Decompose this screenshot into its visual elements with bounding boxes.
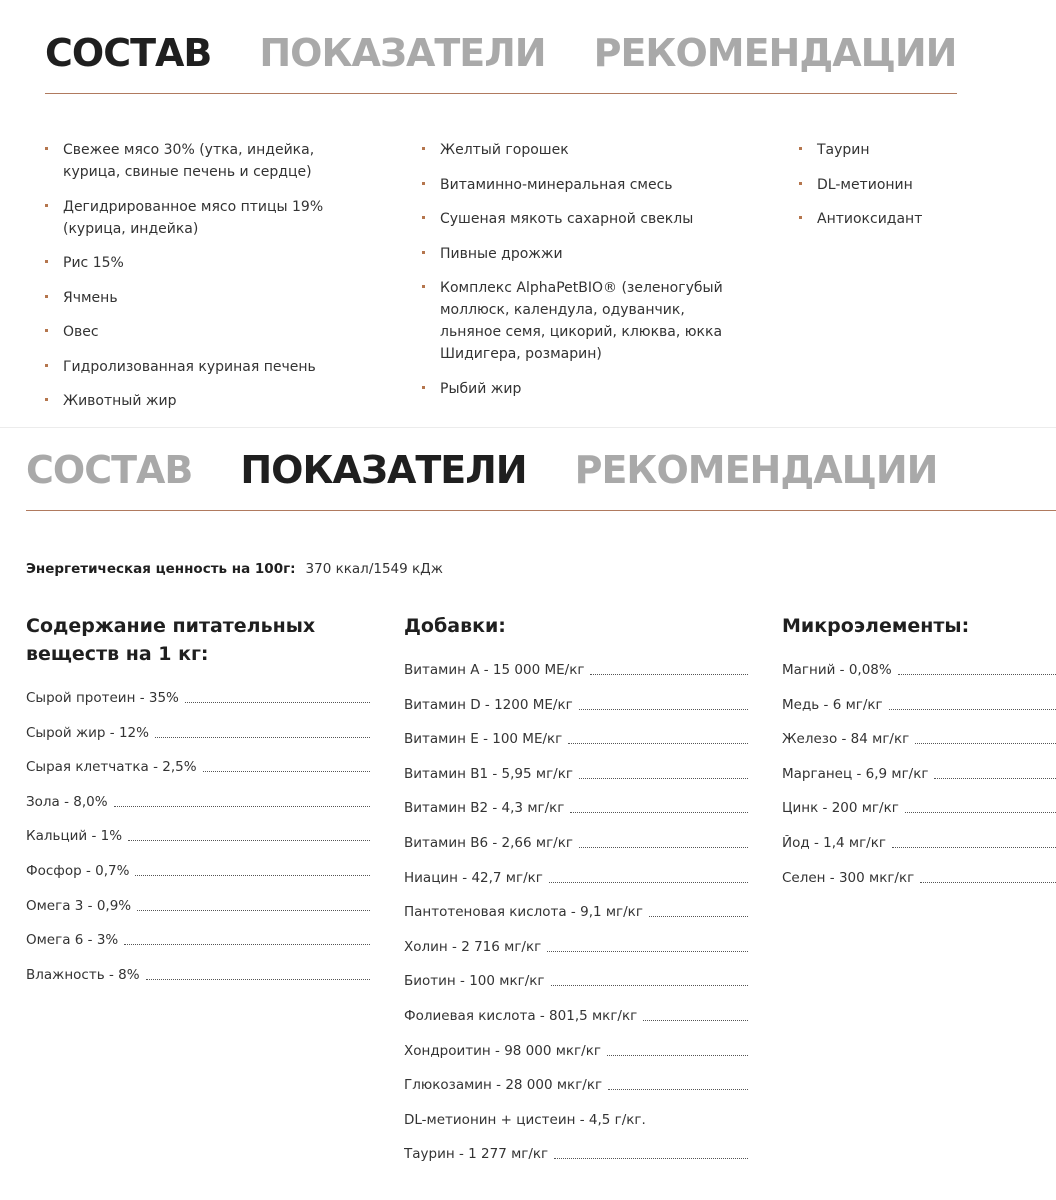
table-row (404, 939, 748, 974)
additives-list (404, 662, 748, 1181)
row-label: Сырой протеин - 35% (26, 690, 179, 706)
row-label: Железо - 84 мг/кг (782, 731, 910, 748)
row-label: Омега 3 - 0,9% (26, 897, 132, 914)
table-row (26, 725, 370, 760)
dotted-leader (128, 828, 370, 841)
nutrients-list (26, 690, 370, 1001)
table-row (26, 794, 370, 829)
table-row (404, 1112, 748, 1147)
nutrients-title: Содержание питательных веществ на 1 кг: (26, 615, 316, 665)
ingredients-column-1 (45, 139, 365, 425)
dotted-leader (898, 662, 1056, 675)
row-label: Сырой жир - 12% (26, 724, 149, 741)
dotted-leader (889, 697, 1056, 710)
dotted-leader (137, 898, 370, 911)
list-item: Комплекс AlphaPetBIO® (зеленогубый моллюск, календула, одуванчик, льняное семя, цикорий, клюква, юкка Шидигера, розмарин) (422, 277, 732, 365)
row-label: Пантотеновая кислота - 9,1 мг/кг (404, 904, 643, 921)
micro-title: Микроэлементы: (782, 615, 970, 637)
table-row (404, 731, 748, 766)
tab-pokazateli[interactable]: ПОКАЗАТЕЛИ (240, 448, 527, 492)
table-row (404, 1077, 748, 1112)
row-label: Витамин D - 1200 МЕ/кг (404, 696, 573, 713)
tab-sostav[interactable]: СОСТАВ (26, 448, 193, 492)
dotted-leader (649, 904, 748, 917)
table-row (782, 800, 1056, 835)
table-row (26, 759, 370, 794)
list-item: Дегидрированное мясо птицы 19% (курица, индейка) (45, 196, 365, 240)
tabs-bar (45, 31, 957, 75)
energy-label: Энергетическая ценность на 100г: (26, 561, 296, 577)
dotted-leader (554, 1146, 748, 1159)
dotted-leader (551, 973, 749, 986)
row-label: Кальций - 1% (26, 828, 123, 845)
row-label: Таурин - 1 277 мг/кг (404, 1146, 549, 1163)
dotted-leader (547, 939, 748, 952)
table-row (26, 898, 370, 933)
row-label: Сырая клетчатка - 2,5% (26, 759, 197, 776)
list-item: Пивные дрожжи (422, 243, 732, 265)
dotted-leader (590, 662, 748, 675)
row-label: Фосфор - 0,7% (26, 862, 130, 879)
dotted-leader (114, 794, 370, 807)
list-item: Ячмень (45, 287, 365, 309)
row-label: Глюкозамин - 28 000 мкг/кг (404, 1077, 603, 1094)
table-row (26, 863, 370, 898)
row-label: Магний - 0,08% (782, 662, 892, 678)
tab-pokazateli[interactable]: ПОКАЗАТЕЛИ (259, 31, 546, 75)
energy-value (26, 561, 443, 577)
list-item: Овес (45, 321, 365, 343)
table-row (404, 662, 748, 697)
row-label: Ниацин - 42,7 мг/кг (404, 869, 543, 886)
row-label: Витамин В6 - 2,66 мг/кг (404, 834, 573, 851)
dotted-leader (579, 835, 748, 848)
dotted-leader (608, 1077, 748, 1090)
dotted-leader (185, 690, 370, 703)
list-item: Желтый горошек (422, 139, 732, 161)
table-row (26, 828, 370, 863)
table-row (404, 800, 748, 835)
tabs-divider (26, 510, 1056, 511)
dotted-leader (920, 870, 1056, 883)
table-row (782, 835, 1056, 870)
dotted-leader (203, 759, 370, 772)
dotted-leader (892, 835, 1056, 848)
table-row (782, 697, 1056, 732)
row-label: Фолиевая кислота - 801,5 мкг/кг (404, 1007, 638, 1024)
table-row (404, 870, 748, 905)
composition-panel (0, 0, 1056, 427)
dotted-leader (934, 766, 1056, 779)
row-label: Витамин В2 - 4,3 мг/кг (404, 800, 565, 817)
table-row (782, 766, 1056, 801)
dotted-leader (607, 1043, 748, 1056)
row-label: Медь - 6 мг/кг (782, 696, 883, 713)
row-label: Селен - 300 мкг/кг (782, 869, 915, 886)
table-row (404, 904, 748, 939)
dotted-leader (568, 731, 748, 744)
row-label: Влажность - 8% (26, 966, 140, 983)
tab-sostav[interactable]: СОСТАВ (45, 31, 212, 75)
dotted-leader (579, 697, 748, 710)
table-row (26, 967, 370, 1002)
list-item: Животный жир (45, 390, 365, 412)
table-row (782, 870, 1056, 905)
table-row (26, 690, 370, 725)
list-item: DL-метионин (799, 174, 999, 196)
list-item: Свежее мясо 30% (утка, индейка, курица, свиные печень и сердце) (45, 139, 365, 183)
row-label: Зола - 8,0% (26, 793, 108, 810)
row-label: Омега 6 - 3% (26, 932, 119, 949)
table-row (404, 697, 748, 732)
row-label: Йод - 1,4 мг/кг (782, 834, 886, 851)
dotted-leader (915, 731, 1056, 744)
list-item: Антиоксидант (799, 208, 999, 230)
table-row (404, 835, 748, 870)
row-label: Марганец - 6,9 мг/кг (782, 765, 929, 782)
ingredients-column-3 (799, 139, 999, 243)
row-label: Цинк - 200 мг/кг (782, 800, 899, 817)
list-item: Гидролизованная куриная печень (45, 356, 365, 378)
table-row (404, 1008, 748, 1043)
row-label: Биотин - 100 мкг/кг (404, 973, 545, 990)
row-label: DL-метионин + цистеин - 4,5 г/кг. (404, 1111, 646, 1128)
list-item: Рыбий жир (422, 378, 732, 400)
table-row (26, 932, 370, 967)
table-row (404, 1146, 748, 1181)
dotted-leader (135, 863, 370, 876)
list-item: Витаминно-минеральная смесь (422, 174, 732, 196)
list-item: Сушеная мякоть сахарной свеклы (422, 208, 732, 230)
additives-title: Добавки: (404, 615, 506, 637)
table-row (404, 1043, 748, 1078)
dotted-leader (146, 967, 370, 980)
dotted-leader (124, 932, 370, 945)
micro-list (782, 662, 1056, 904)
indicators-panel (0, 427, 1056, 1200)
table-row (782, 662, 1056, 697)
tab-rekomendacii[interactable]: РЕКОМЕНДАЦИИ (574, 448, 938, 492)
dotted-leader (643, 1008, 748, 1021)
dotted-leader (155, 725, 370, 738)
row-label: Витамин В1 - 5,95 мг/кг (404, 765, 573, 782)
tab-rekomendacii[interactable]: РЕКОМЕНДАЦИИ (593, 31, 957, 75)
dotted-leader (905, 800, 1056, 813)
row-label: Хондроитин - 98 000 мкг/кг (404, 1042, 601, 1059)
row-label: Холин - 2 716 мг/кг (404, 938, 542, 955)
tabs-divider (45, 93, 957, 94)
dotted-leader (579, 766, 748, 779)
table-row (782, 731, 1056, 766)
table-row (404, 766, 748, 801)
table-row (404, 973, 748, 1008)
list-item: Таурин (799, 139, 999, 161)
row-label: Витамин Е - 100 МЕ/кг (404, 731, 563, 748)
list-item: Рис 15% (45, 252, 365, 274)
row-label: Витамин А - 15 000 МЕ/кг (404, 662, 585, 678)
dotted-leader (549, 870, 748, 883)
energy-amount: 370 ккал/1549 кДж (305, 561, 443, 577)
ingredients-column-2 (422, 139, 732, 412)
dotted-leader (570, 800, 748, 813)
tabs-bar (26, 448, 938, 492)
